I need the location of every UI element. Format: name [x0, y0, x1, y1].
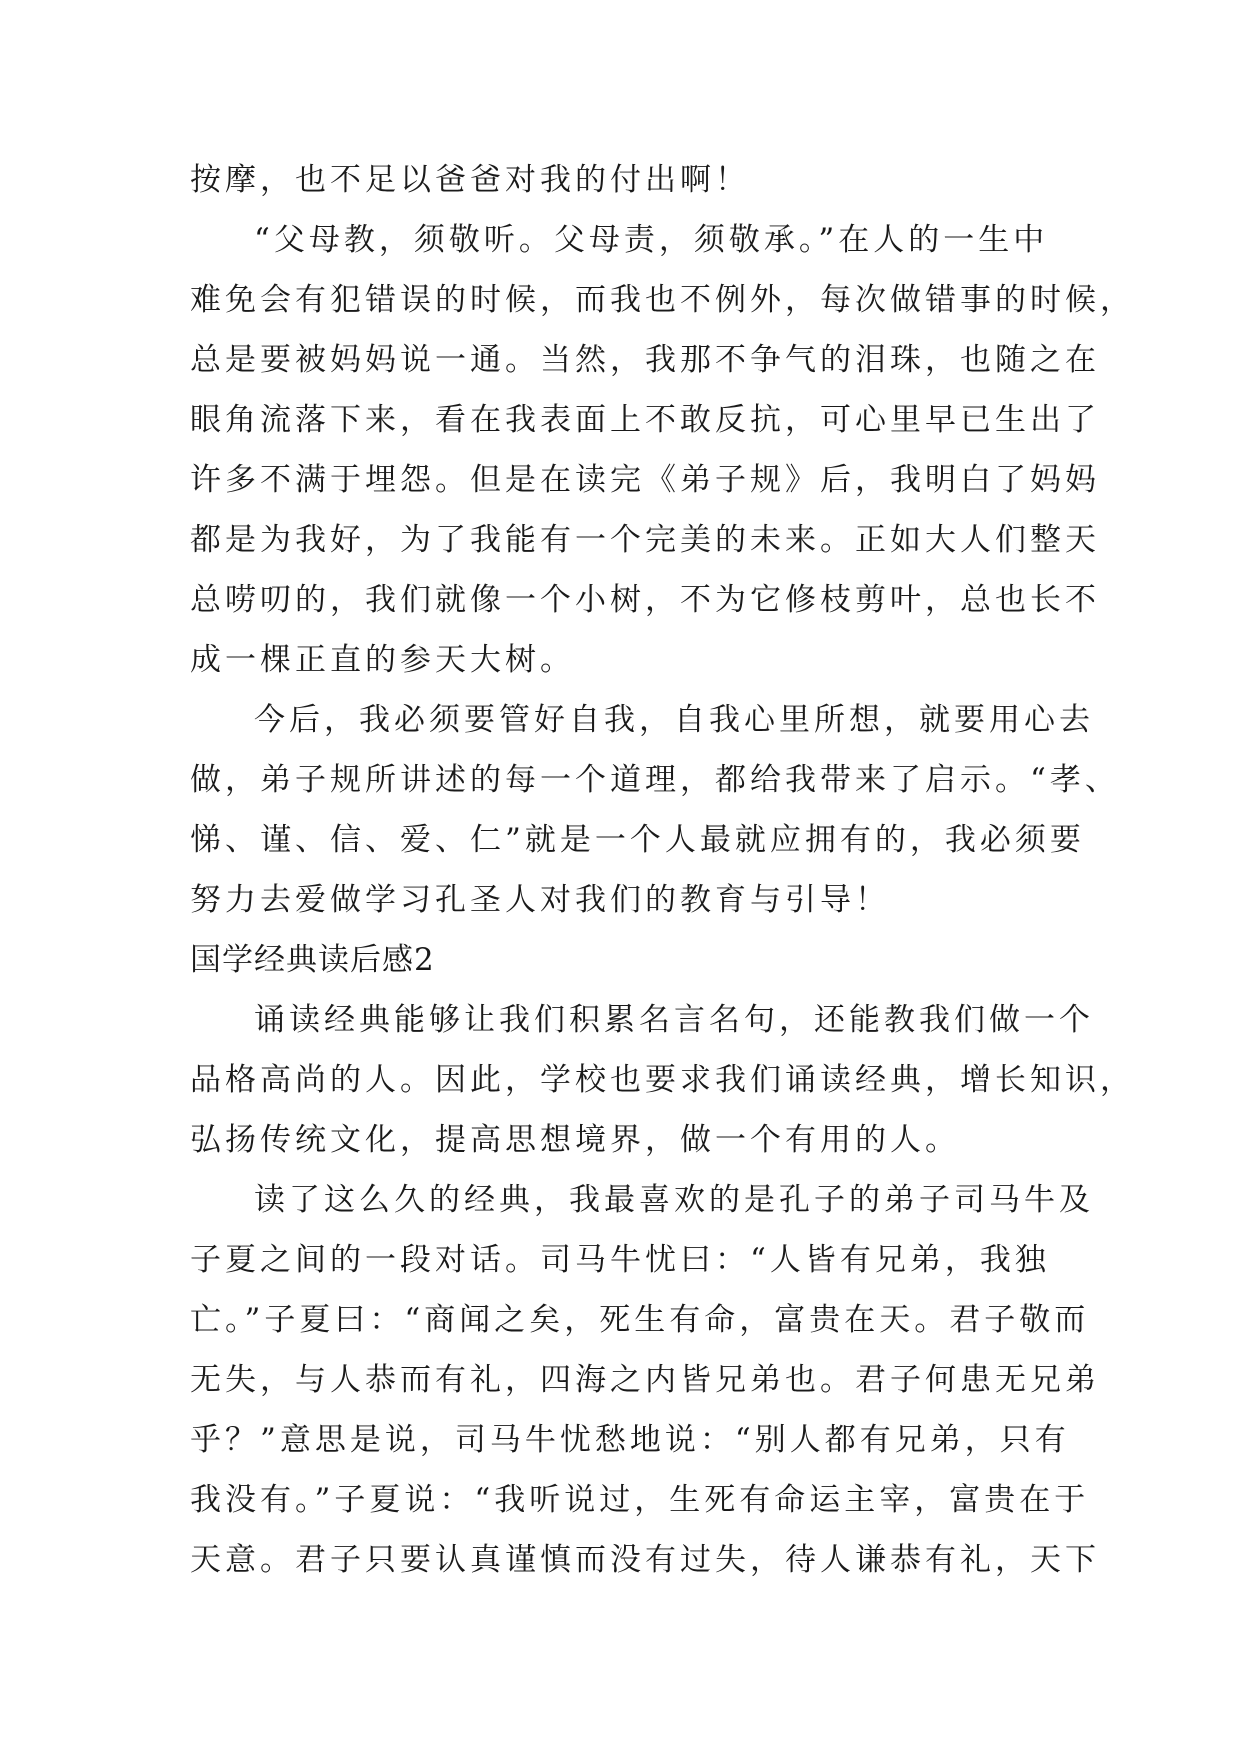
document-body — [190, 150, 1135, 1590]
text-line: 品格高尚的人。因此，学校也要求我们诵读经典，增长知识， — [190, 1062, 1135, 1098]
text-line: 子夏之间的一段对话。司马牛忧曰：“人皆有兄弟，我独 — [190, 1242, 1050, 1278]
text-line: 许多不满于埋怨。但是在读完《弟子规》后，我明白了妈妈 — [190, 462, 1100, 498]
text-line: 乎？”意思是说，司马牛忧愁地说：“别人都有兄弟，只有 — [190, 1422, 1070, 1458]
text-line: 做，弟子规所讲述的每一个道理，都给我带来了启示。“孝、 — [190, 762, 1120, 798]
text-line: 总唠叨的，我们就像一个小树，不为它修枝剪叶，总也长不 — [190, 582, 1100, 618]
text-line: 无失，与人恭而有礼，四海之内皆兄弟也。君子何患无兄弟 — [190, 1362, 1100, 1398]
text-line: 成一棵正直的参天大树。 — [190, 642, 575, 678]
text-line: 天意。君子只要认真谨慎而没有过失，待人谦恭有礼，天下 — [190, 1542, 1100, 1578]
paragraph-first-line: “父母教，须敬听。父母责，须敬承。”在人的一生中 — [254, 222, 1049, 258]
text-line: 按摩，也不足以爸爸对我的付出啊！ — [190, 162, 750, 198]
text-line: 努力去爱做学习孔圣人对我们的教育与引导！ — [190, 882, 890, 918]
text-line: 总是要被妈妈说一通。当然，我那不争气的泪珠，也随之在 — [190, 342, 1100, 378]
text-line: 弘扬传统文化，提高思想境界，做一个有用的人。 — [190, 1122, 960, 1158]
text-line: 我没有。”子夏说：“我听说过，生死有命运主宰，富贵在于 — [190, 1482, 1090, 1518]
text-line: 悌、谨、信、爱、仁”就是一个人最就应拥有的，我必须要 — [190, 822, 1085, 858]
paragraph-first-line: 今后，我必须要管好自我，自我心里所想，就要用心去 — [254, 702, 1094, 738]
text-line: 眼角流落下来，看在我表面上不敢反抗，可心里早已生出了 — [190, 402, 1100, 438]
text-line: 亡。”子夏曰：“商闻之矣，死生有命，富贵在天。君子敬而 — [190, 1302, 1090, 1338]
section-heading: 国学经典读后感2 — [190, 942, 435, 978]
paragraph-first-line: 读了这么久的经典，我最喜欢的是孔子的弟子司马牛及 — [254, 1182, 1094, 1218]
text-line: 都是为我好，为了我能有一个完美的未来。正如大人们整天 — [190, 522, 1100, 558]
text-line: 难免会有犯错误的时候，而我也不例外，每次做错事的时候， — [190, 282, 1135, 318]
paragraph-first-line: 诵读经典能够让我们积累名言名句，还能教我们做一个 — [254, 1002, 1094, 1038]
